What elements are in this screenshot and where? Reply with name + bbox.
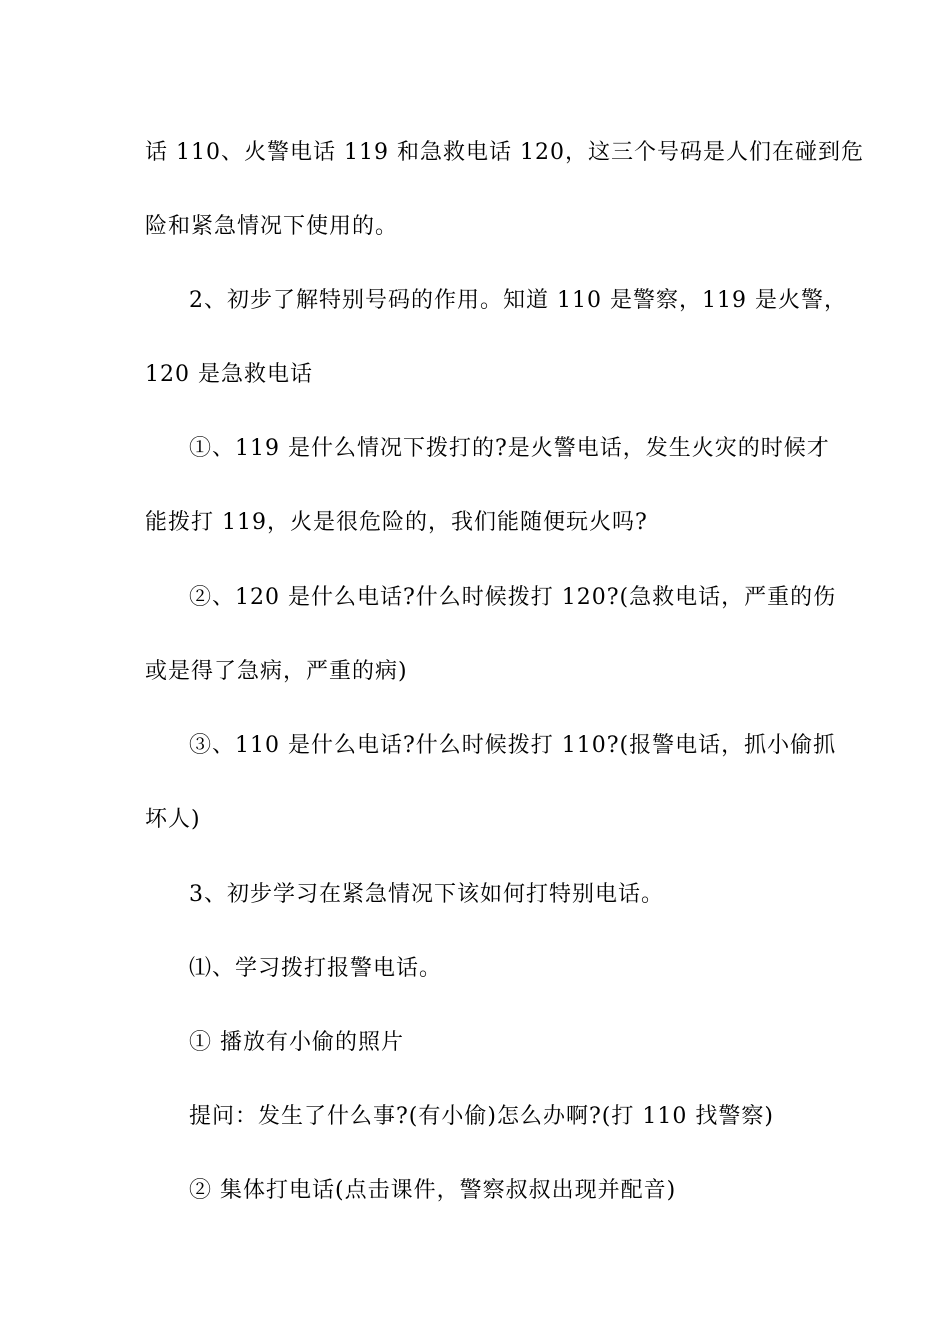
paragraph-line: ⑴、学习拨打报警电话。	[189, 956, 443, 981]
paragraph-line: 提问：发生了什么事?(有小偷)怎么办啊?(打 110 找警察)	[189, 1104, 774, 1129]
paragraph-line: 120 是急救电话	[145, 362, 313, 387]
paragraph-line: 3、初步学习在紧急情况下该如何打特别电话。	[189, 882, 664, 907]
paragraph-line: 或是得了急病，严重的病)	[145, 659, 408, 684]
paragraph-line: 2、初步了解特别号码的作用。知道 110 是警察，119 是火警，	[189, 288, 847, 313]
paragraph-line: ② 集体打电话(点击课件，警察叔叔出现并配音)	[189, 1178, 677, 1203]
paragraph-line: ②、120 是什么电话?什么时候拨打 120?(急救电话，严重的伤	[189, 585, 837, 610]
paragraph-line: 能拨打 119，火是很危险的，我们能随便玩火吗?	[145, 510, 648, 535]
paragraph-line: ①、119 是什么情况下拨打的?是火警电话，发生火灾的时候才	[189, 436, 830, 461]
paragraph-line: ① 播放有小偷的照片	[189, 1030, 404, 1055]
paragraph-line: 险和紧急情况下使用的。	[145, 214, 399, 239]
paragraph-line: 坏人)	[145, 807, 201, 832]
paragraph-line: 话 110、火警电话 119 和急救电话 120，这三个号码是人们在碰到危	[145, 140, 864, 165]
paragraph-line: ③、110 是什么电话?什么时候拨打 110?(报警电话，抓小偷抓	[189, 733, 837, 758]
